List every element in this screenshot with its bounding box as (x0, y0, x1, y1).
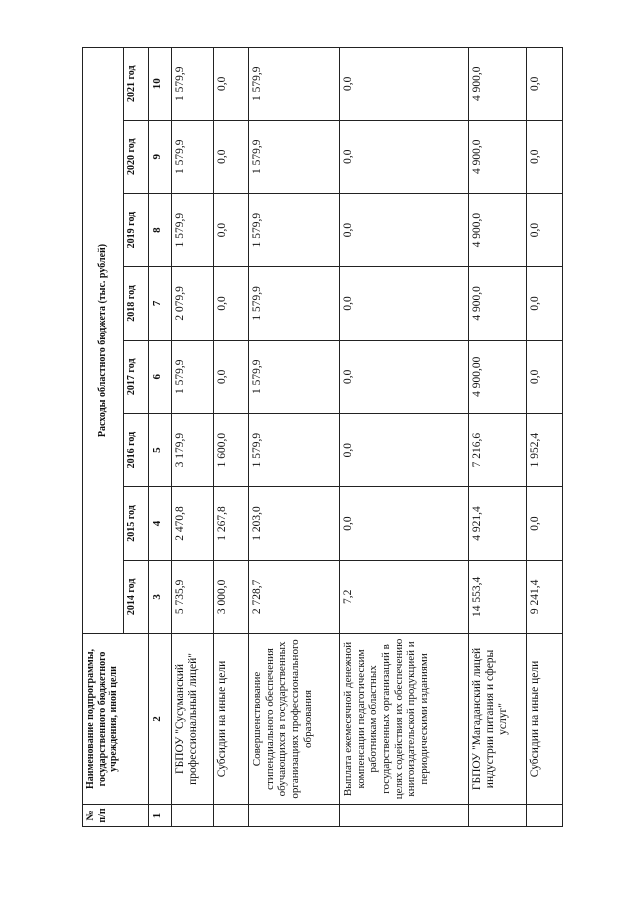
header-number: № п/п (83, 804, 149, 826)
row-value: 1 579,9 (172, 48, 214, 121)
row-value: 1 952,4 (527, 413, 563, 486)
row-value: 1 579,9 (172, 340, 214, 413)
row-number (249, 804, 340, 826)
table-row (214, 48, 249, 827)
row-value: 1 579,9 (172, 193, 214, 266)
table-row (527, 48, 563, 827)
row-value: 0,0 (340, 193, 469, 266)
budget-table (82, 47, 563, 827)
row-value: 4 900,0 (469, 48, 527, 121)
row-value: 0,0 (340, 267, 469, 340)
row-value: 2 470,8 (172, 487, 214, 560)
row-value: 1 579,9 (249, 340, 340, 413)
row-value: 1 203,0 (249, 487, 340, 560)
row-value: 1 267,8 (214, 487, 249, 560)
row-value: 1 579,9 (249, 413, 340, 486)
column-index: 3 (149, 560, 172, 633)
row-value: 0,0 (214, 48, 249, 121)
row-value: 5 735,9 (172, 560, 214, 633)
row-number (172, 804, 214, 826)
row-name: Субсидии на иные цели (527, 634, 563, 805)
row-value: 2 079,9 (172, 267, 214, 340)
row-value: 4 921,4 (469, 487, 527, 560)
row-value: 1 600,0 (214, 413, 249, 486)
row-value: 7 216,6 (469, 413, 527, 486)
header-year: 2017 год (124, 340, 149, 413)
row-value: 0,0 (214, 120, 249, 193)
row-value: 4 900,0 (469, 193, 527, 266)
row-number (214, 804, 249, 826)
row-number (340, 804, 469, 826)
row-value: 2 728,7 (249, 560, 340, 633)
column-index: 2 (149, 634, 172, 805)
column-index: 10 (149, 48, 172, 121)
column-index: 7 (149, 267, 172, 340)
row-value: 0,0 (527, 48, 563, 121)
column-index: 4 (149, 487, 172, 560)
row-value: 3 179,9 (172, 413, 214, 486)
table-row (469, 48, 527, 827)
row-name: Совершенствование стипендиального обеспечения обучающихся в государственных организациях профессионального образования (249, 634, 340, 805)
column-index: 6 (149, 340, 172, 413)
header-year: 2014 год (124, 560, 149, 633)
header-year: 2016 год (124, 413, 149, 486)
row-value: 0,0 (527, 120, 563, 193)
row-value: 1 579,9 (249, 120, 340, 193)
rotated-page (82, 47, 606, 827)
row-name: Субсидии на иные цели (214, 634, 249, 805)
row-value: 0,0 (340, 120, 469, 193)
row-value: 1 579,9 (249, 267, 340, 340)
column-index: 5 (149, 413, 172, 486)
table-row (172, 48, 214, 827)
header-name: Наименование подпрограммы, государственного бюджетного учреждения, иной цели (83, 634, 149, 805)
row-value: 0,0 (340, 340, 469, 413)
row-value: 0,0 (527, 340, 563, 413)
row-value: 14 553,4 (469, 560, 527, 633)
row-value: 1 579,9 (249, 48, 340, 121)
row-value: 9 241,4 (527, 560, 563, 633)
column-index: 1 (149, 804, 172, 826)
row-value: 0,0 (340, 487, 469, 560)
row-name: ГБПОУ "Сусуманский профессиональный лицей" (172, 634, 214, 805)
column-index: 8 (149, 193, 172, 266)
row-value: 0,0 (527, 487, 563, 560)
row-value: 0,0 (527, 267, 563, 340)
header-year: 2018 год (124, 267, 149, 340)
header-expenses: Расходы областного бюджета (тыс. рублей) (83, 48, 124, 634)
table-row (249, 48, 340, 827)
row-number (469, 804, 527, 826)
row-value: 0,0 (340, 48, 469, 121)
header-year: 2021 год (124, 48, 149, 121)
header-year: 2015 год (124, 487, 149, 560)
row-value: 3 000,0 (214, 560, 249, 633)
row-value: 0,0 (340, 413, 469, 486)
row-name: Выплата ежемесячной денежной компенсации педагогическим работникам областных государственных организаций в целях содействия их обеспечению книгоиздательской продукцией и периодическими изданиями (340, 634, 469, 805)
row-name: ГБПОУ "Магаданский лицей индустрии питания и сферы услуг" (469, 634, 527, 805)
row-value: 1 579,9 (172, 120, 214, 193)
table-row (340, 48, 469, 827)
row-value: 4 900,0 (469, 267, 527, 340)
row-value: 0,0 (214, 267, 249, 340)
row-value: 1 579,9 (249, 193, 340, 266)
row-value: 7,2 (340, 560, 469, 633)
row-value: 0,0 (214, 193, 249, 266)
header-year: 2020 год (124, 120, 149, 193)
row-value: 4 900,00 (469, 340, 527, 413)
row-value: 0,0 (527, 193, 563, 266)
header-year: 2019 год (124, 193, 149, 266)
row-value: 4 900,0 (469, 120, 527, 193)
row-number (527, 804, 563, 826)
column-index: 9 (149, 120, 172, 193)
row-value: 0,0 (214, 340, 249, 413)
